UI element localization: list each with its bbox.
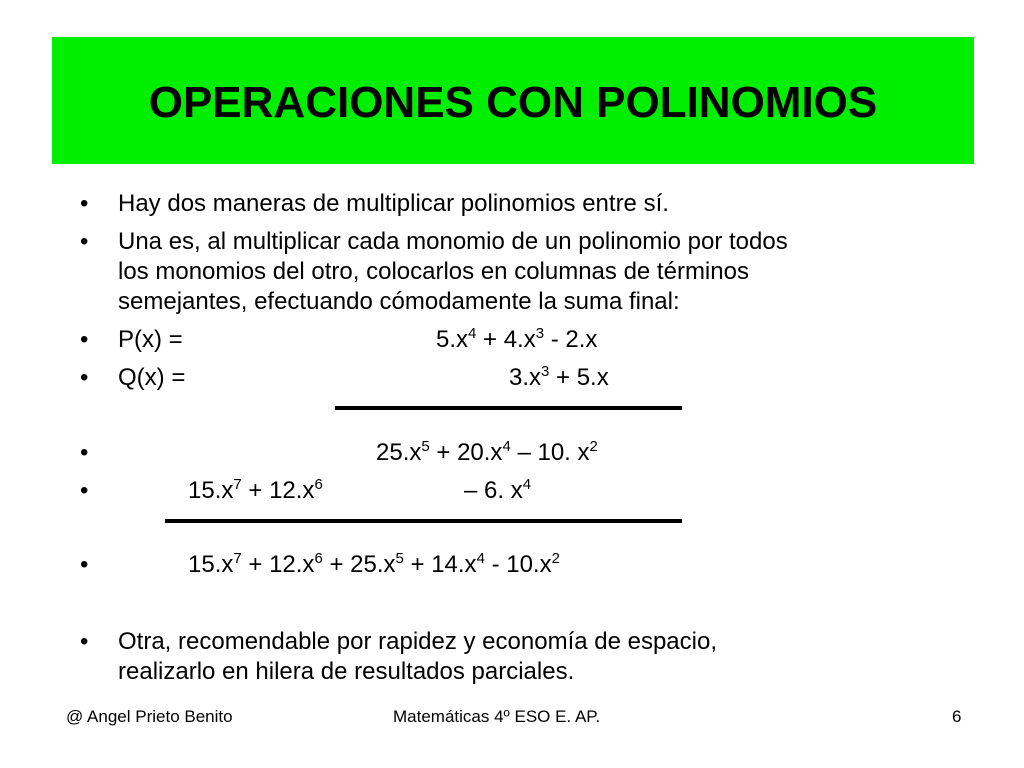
intro-line-2c: semejantes, efectuando cómodamente la suma final: [118,288,680,315]
p-polynomial: $5.x^4 + 4.x^3 - 2.x$ [436,325,598,353]
p-label: P(x) = [118,326,183,353]
product-result: $15.x^7 + 12.x^6 + 25.x^5 + 14.x^4 - 10.x^2$ [188,550,560,578]
outro-line-1: Otra, recomendable por rapidez y economía de espacio, [118,628,718,655]
bullet-marker: • [80,628,89,655]
intro-line-2a: Una es, al multiplicar cada monomio de un polinomio por todos [118,228,788,255]
bullet-marker: • [80,477,89,504]
outro-line-2: realizarlo en hilera de resultados parciales. [118,658,575,685]
bullet-marker: • [80,190,89,217]
q-label: Q(x) = [118,364,186,391]
bullet-marker: • [80,326,89,353]
bullet-marker: • [80,439,89,466]
footer-course: Matemáticas 4º ESO E. AP. [393,707,601,726]
footer-author: @ Angel Prieto Benito [66,707,233,726]
bullet-marker: • [80,364,89,391]
q-polynomial: $3.x^3 + 5.x$ [509,363,609,391]
intro-line-2b: los monomios del otro, colocarlos en columnas de términos [118,258,749,285]
partial-product-1: $25.x^5 + 20.x^4 - 10$. $x^2$ [376,438,598,466]
bullet-marker: • [80,551,89,578]
slide-title: OPERACIONES CON POLINOMIOS [148,77,878,127]
intro-line-1: Hay dos maneras de multiplicar polinomios entre sí. [118,190,669,217]
partial-product-2a: $15.x^7 + 12.x^6$ [188,476,323,504]
bullet-marker: • [80,228,89,255]
separator-line-2 [165,519,682,523]
title-banner [52,37,974,164]
separator-line-1 [335,406,682,410]
partial-product-2b: – 6. $x^4$ [464,476,532,504]
footer-page-number: 6 [952,707,962,726]
